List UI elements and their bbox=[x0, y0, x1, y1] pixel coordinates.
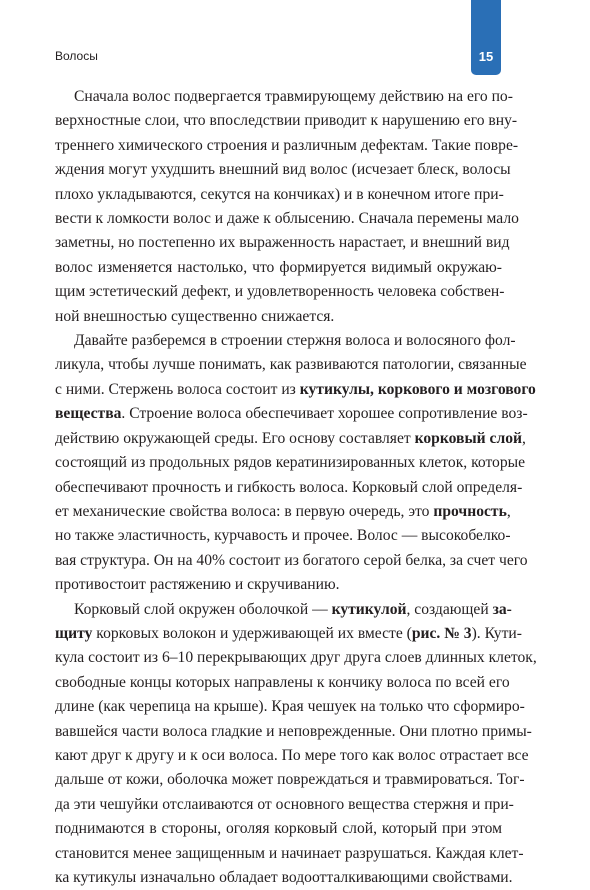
text-run: . Строение волоса обеспечивает хорошее сопротивление воз- bbox=[121, 405, 528, 423]
bold-term: прочность bbox=[433, 502, 507, 520]
text-line bbox=[55, 256, 502, 280]
text-line bbox=[55, 817, 502, 841]
text-line bbox=[55, 305, 502, 329]
text-line bbox=[55, 866, 513, 890]
bold-term: за- bbox=[492, 600, 512, 618]
text-run: плохо укладываются, секутся на кончиках) и в конечном итоге при- bbox=[55, 185, 504, 203]
text-run: свободные концы которых направлены к кончику волоса по всей его bbox=[55, 673, 510, 691]
page-number: 15 bbox=[478, 49, 494, 64]
text-run: ет механические свойства волоса: в первую очередь, это bbox=[55, 502, 434, 520]
text-run: вая структура. Он на 40% состоит из богатого серой белка, за счет чего bbox=[55, 551, 528, 569]
text-line bbox=[55, 280, 505, 304]
text-line bbox=[55, 622, 522, 646]
text-line bbox=[55, 768, 525, 792]
text-run: кают друг к другу и к оси волоса. По мере того как волос отрастает все bbox=[55, 746, 529, 764]
text-run: ка кутикулы изначально обладает водоотталкивающими свойствами. bbox=[55, 869, 513, 886]
running-title: Волосы bbox=[55, 49, 98, 63]
text-line bbox=[55, 329, 516, 353]
text-line bbox=[55, 671, 510, 695]
text-line bbox=[55, 134, 519, 158]
text-line bbox=[55, 427, 526, 451]
text-line bbox=[55, 353, 527, 377]
page-number-tab bbox=[471, 0, 501, 75]
text-line bbox=[55, 183, 502, 207]
text-run: заметны, но постепенно их выраженность нарастает, и внешний вид bbox=[55, 234, 510, 252]
bold-term: кутикулы, коркового и мозгового bbox=[299, 380, 536, 398]
text-run: волос изменяется настолько, что формируется видимый окружаю- bbox=[55, 258, 502, 276]
text-run: Давайте разберемся в строении стержня волоса и волосяного фол- bbox=[74, 332, 516, 350]
text-run: действию окружающей среды. Его основу составляет bbox=[55, 429, 415, 447]
text-line bbox=[55, 720, 532, 744]
text-run: да эти чешуйки отслаиваются от основного вещества стержня и при- bbox=[55, 795, 514, 813]
text-run: ). Кути- bbox=[471, 624, 522, 642]
text-line bbox=[55, 549, 528, 573]
bold-term: щиту bbox=[55, 624, 93, 642]
text-line bbox=[55, 573, 502, 597]
text-line bbox=[55, 378, 536, 402]
text-line bbox=[55, 85, 513, 109]
text-run: ликула, чтобы лучше понимать, как развиваются патологии, связанные bbox=[55, 356, 527, 374]
paragraph bbox=[55, 329, 536, 597]
text-line bbox=[55, 402, 528, 426]
text-run: Сначала волос подвергается травмирующему действию на его по- bbox=[74, 88, 513, 105]
bold-term: корковый слой bbox=[414, 429, 522, 447]
text-run: становится менее защищенным и начинает разрушаться. Каждая клет- bbox=[55, 844, 524, 862]
body-text bbox=[55, 85, 537, 890]
text-run: кула состоит из 6–10 перекрывающих друг друга слоев длинных клеток, bbox=[55, 649, 537, 667]
text-run: вавшейся части волоса гладкие и неповрежденные. Они плотно примы- bbox=[55, 722, 532, 740]
text-line bbox=[55, 646, 537, 670]
text-line bbox=[55, 744, 529, 768]
text-line bbox=[55, 451, 526, 475]
text-run: , bbox=[521, 429, 526, 447]
text-run: ной внешностью существенно снижается. bbox=[55, 307, 335, 325]
paragraph bbox=[55, 85, 519, 329]
text-line bbox=[55, 231, 510, 255]
text-run: верхностные слои, что впоследствии приводит к нарушению его вну- bbox=[55, 112, 518, 130]
text-run: ждения могут ухудшить внешний вид волос (исчезает блеск, волосы bbox=[55, 161, 511, 179]
text-line bbox=[55, 158, 511, 182]
text-run: с ними. Стержень волоса состоит из bbox=[55, 380, 300, 398]
text-run: вести к ломкости волос и даже к облысению. Сначала перемены мало bbox=[55, 210, 519, 228]
bold-term: кутикулой bbox=[331, 600, 407, 618]
text-run: противостоит растяжению и скручиванию. bbox=[55, 576, 340, 594]
text-line bbox=[55, 524, 511, 548]
text-run: поднимаются в стороны, оголяя корковый слой, который при этом bbox=[55, 820, 502, 838]
text-run: состоящий из продольных рядов кератинизированных клеток, которые bbox=[55, 454, 526, 472]
bold-term: рис. № 3 bbox=[411, 624, 472, 642]
text-line bbox=[55, 793, 514, 817]
text-run: , bbox=[506, 502, 511, 520]
bold-term: вещества bbox=[55, 405, 122, 423]
text-line bbox=[55, 500, 511, 524]
text-line bbox=[55, 207, 519, 231]
text-run: щим эстетический дефект, и удовлетворенность человека собствен- bbox=[55, 283, 505, 301]
text-line bbox=[55, 695, 525, 719]
text-run: длине (как черепица на крыше). Края чешуек на только что сформиро- bbox=[55, 698, 525, 716]
text-line bbox=[55, 842, 524, 866]
text-run: обеспечивают прочность и гибкость волоса. Корковый слой определя- bbox=[55, 478, 523, 496]
text-line bbox=[55, 109, 518, 133]
text-run: дальше от кожи, оболочка может повреждаться и травмироваться. Тог- bbox=[55, 771, 525, 789]
text-run: треннего химического строения и различным дефектам. Такие повре- bbox=[55, 136, 519, 154]
text-line bbox=[55, 476, 523, 500]
text-run: , создающей bbox=[406, 600, 493, 618]
text-run: Корковый слой окружен оболочкой — bbox=[74, 600, 332, 618]
paragraph bbox=[55, 598, 537, 890]
text-run: корковых волокон и удерживающей их вместе ( bbox=[92, 624, 412, 642]
text-run: но также эластичность, курчавость и прочее. Волос — высокобелко- bbox=[55, 527, 511, 545]
text-line bbox=[55, 598, 512, 622]
